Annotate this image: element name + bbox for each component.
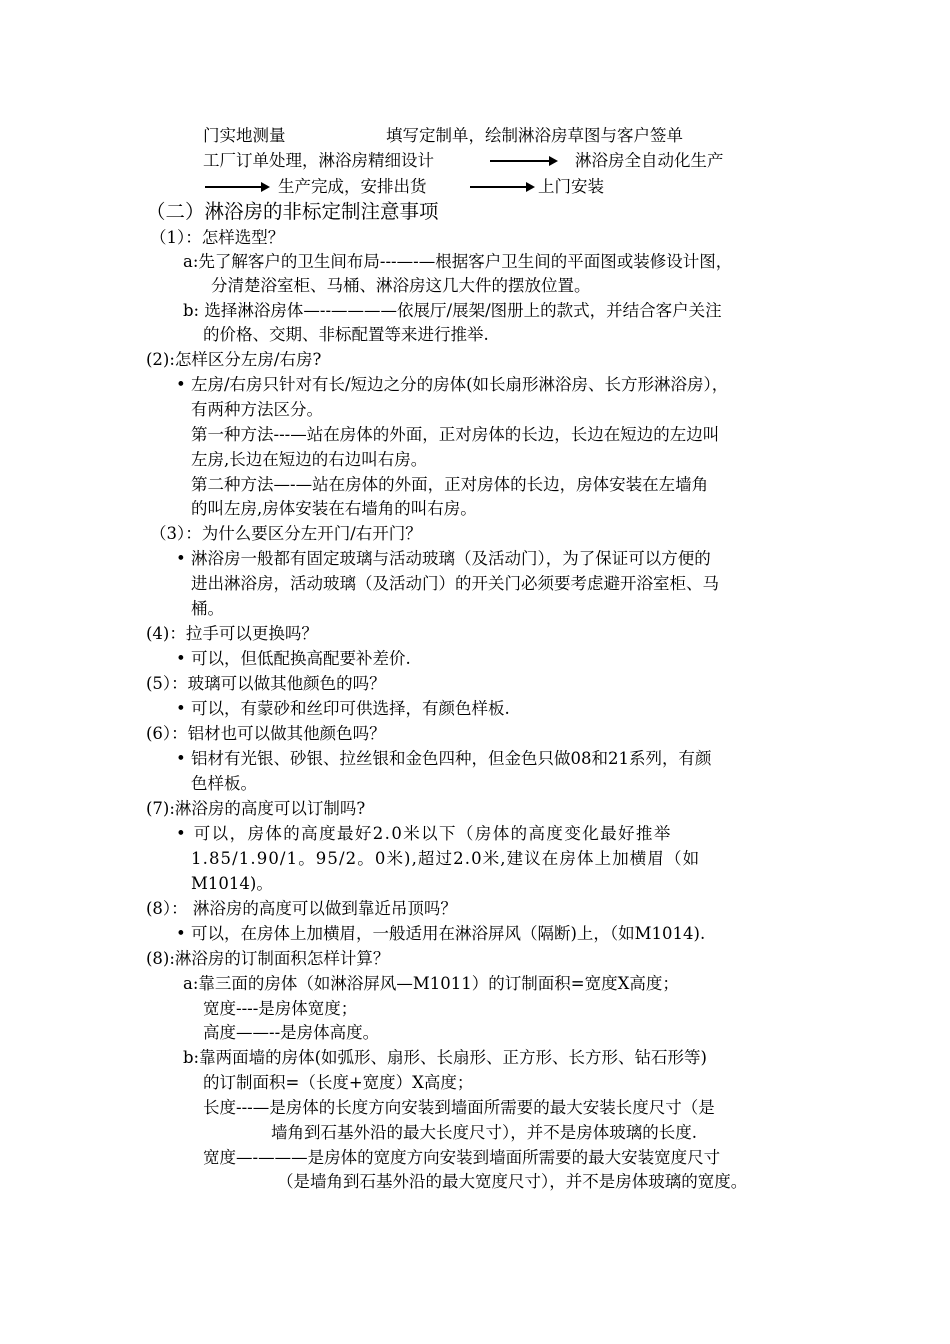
flow-arrow-icon [490, 160, 550, 162]
answer-line: • 可以，但低配换高配要补差价. [176, 649, 411, 668]
flow-step-factory-design: 工厂订单处理，淋浴房精细设计 [203, 151, 434, 170]
answer-line: • 可以，房体的高度最好2.0米以下（房体的高度变化最好推举 [176, 824, 672, 843]
flow-step-install: 上门安装 [538, 177, 604, 196]
answer-line: • 可以，有蒙砂和丝印可供选择，有颜色样板. [176, 699, 510, 718]
answer-line: 色样板。 [191, 774, 257, 793]
question-1: （1）：怎样选型？ [150, 228, 285, 247]
answer-line: • 淋浴房一般都有固定玻璃与活动玻璃（及活动门），为了保证可以方便的 [176, 549, 711, 568]
answer-line: 长度---—是房体的长度方向安装到墙面所需要的最大安装长度尺寸（是 [203, 1098, 715, 1117]
answer-line: M1014)。 [191, 874, 273, 893]
question-8b: (8):淋浴房的订制面积怎样计算？ [146, 949, 390, 968]
question-2: (2):怎样区分左房/右房? [146, 350, 322, 369]
answer-line: a:先了解客户的卫生间布局---—-—根据客户卫生间的平面图或装修设计图， [183, 252, 733, 271]
answer-line: • 铝材有光银、砂银、拉丝银和金色四种，但金色只做08和21系列，有颜 [176, 749, 712, 768]
flow-step-order-form: 填写定制单，绘制淋浴房草图与客户签单 [386, 126, 683, 145]
answer-line: 的订制面积=（长度+宽度）X高度； [203, 1073, 474, 1092]
question-8: (8）： 淋浴房的高度可以做到靠近吊顶吗？ [146, 899, 457, 918]
question-5: (5）：玻璃可以做其他颜色的吗？ [146, 674, 386, 693]
answer-line: 高度——--是房体高度。 [203, 1023, 380, 1042]
flow-step-measure: 门实地测量 [203, 126, 286, 145]
answer-line: 有两种方法区分。 [191, 400, 323, 419]
question-7: (7):淋浴房的高度可以订制吗? [146, 799, 366, 818]
answer-line: （是墙角到石基外沿的最大宽度尺寸），并不是房体玻璃的宽度。 [277, 1172, 748, 1191]
answer-line: • 左房/右房只针对有长/短边之分的房体(如长扇形淋浴房、长方形淋浴房）， [176, 375, 729, 394]
answer-line: 的价格、交期、非标配置等来进行推举. [203, 325, 489, 344]
answer-line: b: 选择淋浴房体—--————依展厅/展架/图册上的款式，并结合客户关注 [183, 301, 722, 320]
flow-arrow-icon [205, 186, 262, 188]
flow-step-shipping: 生产完成，安排出货 [278, 177, 427, 196]
question-6: (6）：铝材也可以做其他颜色吗？ [146, 724, 386, 743]
answer-line: 第一种方法---—站在房体的外面，正对房体的长边，长边在短边的左边叫 [191, 425, 720, 444]
answer-line: 宽度—-———是房体的宽度方向安装到墙面所需要的最大安装宽度尺寸 [203, 1148, 721, 1167]
question-4: (4)：拉手可以更换吗？ [146, 624, 318, 643]
answer-line: 分清楚浴室柜、马桶、淋浴房这几大件的摆放位置。 [211, 276, 591, 295]
answer-line: 1.85/1.90/1。95/2。0米),超过2.0米,建议在房体上加横眉（如 [191, 849, 701, 868]
answer-line: 左房,长边在短边的右边叫右房。 [191, 450, 428, 469]
answer-line: 第二种方法—-—站在房体的外面，正对房体的长边，房体安装在左墙角 [191, 475, 709, 494]
answer-line: 桶。 [191, 599, 224, 618]
answer-line: 宽度----是房体宽度； [203, 999, 358, 1018]
question-3: （3）：为什么要区分左开门/右开门？ [150, 524, 422, 543]
flow-arrow-icon [470, 186, 527, 188]
section-title: （二）淋浴房的非标定制注意事项 [146, 200, 439, 223]
answer-line: • 可以，在房体上加横眉，一般适用在淋浴屏风（隔断)上，（如M1014). [176, 924, 706, 943]
answer-line: a:靠三面的房体（如淋浴屏风—M1011）的订制面积=宽度X高度； [183, 974, 679, 993]
flow-step-production: 淋浴房全自动化生产 [575, 151, 724, 170]
answer-line: 进出淋浴房，活动玻璃（及活动门）的开关门必须要考虑避开浴室柜、马 [191, 574, 719, 593]
answer-line: 的叫左房,房体安装在右墙角的叫右房。 [191, 499, 477, 518]
answer-line: 墙角到石基外沿的最大长度尺寸），并不是房体玻璃的长度. [271, 1123, 697, 1142]
answer-line: b:靠两面墙的房体(如弧形、扇形、长扇形、正方形、长方形、钻石形等) [183, 1048, 707, 1067]
